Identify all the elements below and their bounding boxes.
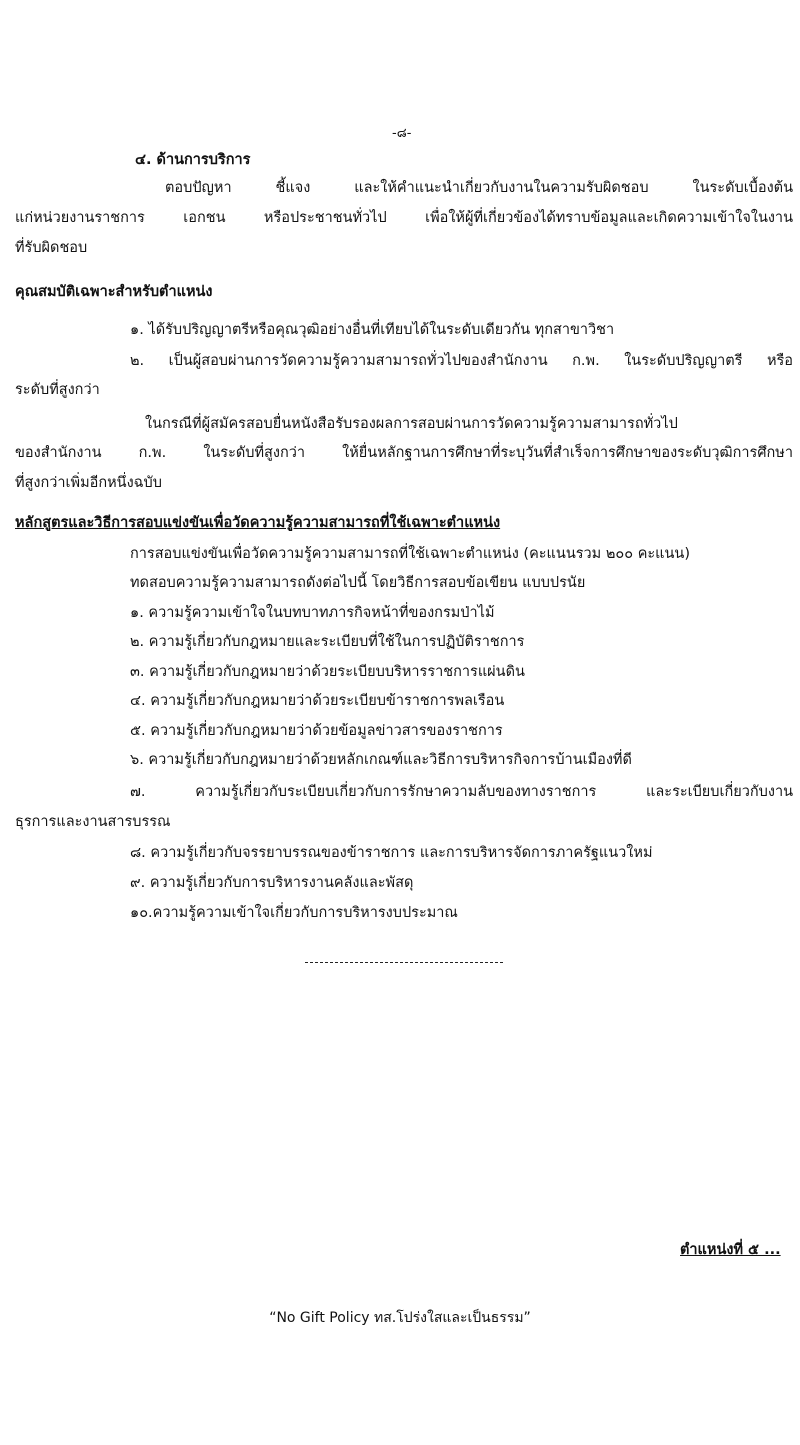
section-paragraph-line: ตอบปัญหา ชี้แจง และให้คำแนะนำเกี่ยวกับงานในความรับผิดชอบ ในระดับเบื้องต้น [165, 180, 793, 196]
qualifications-heading: คุณสมบัติเฉพาะสำหรับตำแหน่ง [15, 284, 213, 300]
section-heading: ๔. ด้านการบริการ [135, 152, 251, 168]
section-divider [305, 962, 503, 963]
qualification-note-line: ที่สูงกว่าเพิ่มอีกหนึ่งฉบับ [15, 475, 162, 491]
curriculum-item: ๒. ความรู้เกี่ยวกับกฎหมายและระเบียบที่ใช้ในการปฏิบัติราชการ [130, 634, 525, 650]
curriculum-item: ๗. ความรู้เกี่ยวกับระเบียบเกี่ยวกับการรักษาความลับของทางราชการ และระเบียบเกี่ยวกับงาน [130, 784, 793, 800]
curriculum-intro: ทดสอบความรู้ความสามารถดังต่อไปนี้ โดยวิธีการสอบข้อเขียน แบบปรนัย [130, 575, 586, 591]
curriculum-item: ๓. ความรู้เกี่ยวกับกฎหมายว่าด้วยระเบียบบริหารราชการแผ่นดิน [130, 664, 525, 680]
curriculum-heading: หลักสูตรและวิธีการสอบแข่งขันเพื่อวัดความรู้ความสามารถที่ใช้เฉพาะตำแหน่ง [15, 515, 501, 531]
curriculum-item-continued: ธุรการและงานสารบรรณ [15, 814, 171, 830]
curriculum-item: ๕. ความรู้เกี่ยวกับกฎหมายว่าด้วยข้อมูลข่าวสารของราชการ [130, 723, 503, 739]
qualification-item: ๑. ได้รับปริญญาตรีหรือคุณวุฒิอย่างอื่นที่เทียบได้ในระดับเดียวกัน ทุกสาขาวิชา [130, 322, 615, 338]
curriculum-item: ๘. ความรู้เกี่ยวกับจรรยาบรรณของข้าราชการ และการบริหารจัดการภาครัฐแนวใหม่ [130, 845, 653, 861]
curriculum-item: ๔. ความรู้เกี่ยวกับกฎหมายว่าด้วยระเบียบข้าราชการพลเรือน [130, 693, 505, 709]
page-number: -๘- [392, 126, 412, 141]
curriculum-intro: การสอบแข่งขันเพื่อวัดความรู้ความสามารถที่ใช้เฉพาะตำแหน่ง (คะแนนรวม ๒๐๐ คะแนน) [130, 546, 691, 562]
continuation-marker: ตำแหน่งที่ ๕ ... [680, 1242, 781, 1258]
curriculum-item: ๑. ความรู้ความเข้าใจในบทบาทภารกิจหน้าที่ของกรมป่าไม้ [130, 605, 495, 621]
qualification-note-line: ในกรณีที่ผู้สมัครสอบยื่นหนังสือรับรองผลการสอบผ่านการวัดความรู้ความสามารถทั่วไป [145, 416, 678, 432]
qualification-item: ๒. เป็นผู้สอบผ่านการวัดความรู้ความสามารถทั่วไปของสำนักงาน ก.พ. ในระดับปริญญาตรี หรือ [130, 353, 793, 369]
qualification-note-line: ของสำนักงาน ก.พ. ในระดับที่สูงกว่า ให้ยื่นหลักฐานการศึกษาที่ระบุวันที่สำเร็จการศึกษาของระดับวุฒิการศึกษา [15, 445, 793, 461]
curriculum-item: ๙. ความรู้เกี่ยวกับการบริหารงานคลังและพัสดุ [130, 875, 414, 891]
curriculum-item: ๖. ความรู้เกี่ยวกับกฎหมายว่าด้วยหลักเกณฑ์และวิธีการบริหารกิจการบ้านเมืองที่ดี [130, 752, 632, 768]
section-paragraph-line: ที่รับผิดชอบ [15, 240, 88, 256]
footer-slogan: “No Gift Policy ทส.โปร่งใสและเป็นธรรม” [269, 1310, 531, 1326]
section-paragraph-line: แก่หน่วยงานราชการ เอกชน หรือประชาชนทั่วไป เพื่อให้ผู้ที่เกี่ยวข้องได้ทราบข้อมูลและเกิดความเข้าใจในงาน [15, 210, 793, 226]
qualification-item-continued: ระดับที่สูงกว่า [15, 382, 100, 398]
curriculum-item: ๑๐.ความรู้ความเข้าใจเกี่ยวกับการบริหารงบประมาณ [130, 905, 458, 921]
